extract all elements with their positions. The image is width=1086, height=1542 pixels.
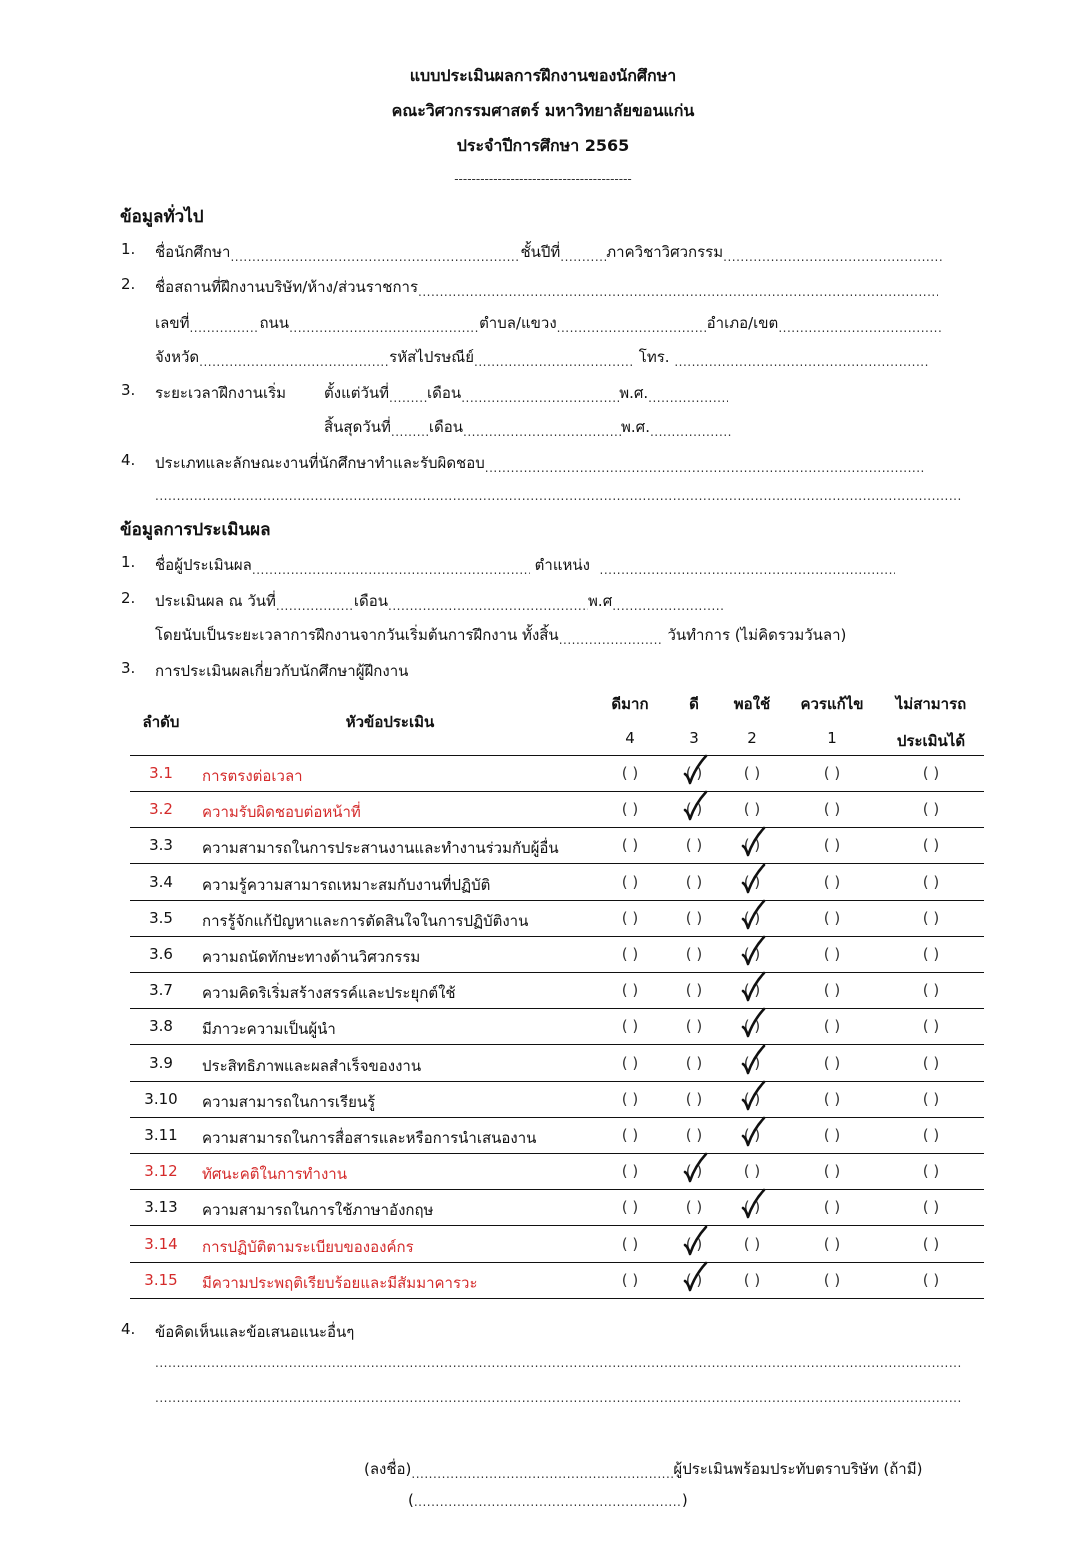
work-type-field[interactable] [485,461,925,475]
address-line-2 [155,345,929,369]
signer-name-field[interactable] [414,1495,682,1509]
rating-option[interactable]: ( ) [922,764,940,782]
evaluator-name-field[interactable] [252,563,530,577]
rating-option[interactable]: ( ) [823,1270,841,1289]
checkmark-stroke [743,865,764,892]
checkmark-icon [737,826,767,860]
checkmark-icon [737,1007,767,1041]
rating-option[interactable]: ( ) [823,800,841,819]
general-item4-number: 4. [121,451,136,469]
checkmark-stroke [743,901,764,928]
row-number: 3.12 [144,1162,178,1181]
col-no-header: ลำดับ [142,713,180,731]
rating-option[interactable]: ( ) [743,1162,761,1181]
checkmark-stroke [743,937,764,964]
subdistrict-label: ตำบล/แขวง [479,314,557,332]
table-row [130,828,984,864]
rating-option[interactable]: ( ) [922,836,940,855]
row-number: 3.10 [144,1089,178,1108]
checkmark-stroke [685,1263,706,1290]
rating-option[interactable]: ( ) [823,1017,841,1036]
period-label: ระยะเวลาฝึกงานเริ่ม [155,384,287,402]
road-field[interactable] [289,321,479,335]
district-label: อำเภอ/เขต [706,314,779,332]
row-topic: ความรู้ความสามารถเหมาะสมกับงานที่ปฏิบัติ [202,875,491,894]
rating-option[interactable]: ( ) [922,945,940,963]
address-no-field[interactable] [189,321,259,335]
rating-option[interactable]: ( ) [621,1198,639,1217]
row-number: 3.1 [149,764,173,782]
rating-option[interactable]: ( ) [685,1270,703,1289]
table-row [130,1009,984,1045]
row-topic: ความคิดริเริ่มสร้างสรรค์และประยุกต์ใช้ [202,984,456,1003]
rating-option[interactable]: ( ) [823,1053,841,1072]
table-row [130,973,984,1009]
end-month-label: เดือน [428,418,464,436]
eval-year-label: พ.ศ [588,592,613,610]
checkmark-icon [737,863,767,897]
signer-name-line [408,1491,688,1509]
checkmark-icon [679,1152,709,1186]
rating-option[interactable]: ( ) [743,1234,761,1253]
row-topic: ความสามารถในการสื่อสารและหรือการนำเสนองาน [202,1129,537,1147]
end-year-label: พ.ศ. [621,418,650,436]
evaluator-position-field[interactable] [600,563,895,577]
table-row [130,1082,984,1118]
row-topic: การรู้จักแก้ปัญหาและการตัดสินใจในการปฏิบัติงาน [202,911,529,930]
col-na-header-2: ประเมินได้ [896,732,966,750]
address-no-label: เลขที่ [155,314,190,332]
start-year-field[interactable] [648,391,728,405]
rating-option[interactable]: ( ) [621,800,639,819]
row-number: 3.9 [149,1053,173,1072]
rating-option[interactable]: ( ) [621,1162,639,1181]
rating-option[interactable]: ( ) [621,981,639,1000]
rating-option[interactable]: ( ) [743,1089,761,1108]
checkmark-stroke [685,756,706,783]
rating-option[interactable]: ( ) [823,872,841,891]
checkmark-icon [737,1080,767,1114]
rating-option[interactable]: ( ) [621,872,639,891]
rating-option[interactable]: ( ) [922,1234,940,1253]
rating-option[interactable]: ( ) [922,1053,940,1072]
eval-month-field[interactable] [388,599,588,613]
faculty-title: คณะวิศวกรรมศาสตร์ มหาวิทยาลัยขอนแก่น [391,101,695,120]
eval-date-line [155,589,724,613]
rating-option[interactable]: ( ) [922,800,940,819]
end-day-field[interactable] [391,425,429,439]
row-topic: ความรับผิดชอบต่อหน้าที่ [202,803,361,822]
rating-option[interactable]: ( ) [922,1270,940,1289]
row-number: 3.13 [144,1198,178,1217]
row-topic: การปฏิบัติตามระเบียบขององค์กร [202,1237,414,1256]
rating-option[interactable]: ( ) [743,872,761,891]
eval-item3-number: 3. [121,659,136,677]
rating-option[interactable]: ( ) [922,1089,940,1108]
workplace-field[interactable] [418,285,938,299]
rating-option[interactable]: ( ) [685,1053,703,1072]
col-good-score: 3 [689,729,699,747]
table-row [130,1263,984,1299]
eval-duration-label: โดยนับเป็นระยะเวลาการฝึกงานจากวันเริ่มต้นการฝึกงาน ทั้งสิ้น [155,626,559,644]
signature-line [364,1457,922,1481]
rating-option[interactable]: ( ) [685,764,703,782]
start-year-label: พ.ศ. [619,384,649,402]
evaluator-line [155,553,895,577]
rating-option[interactable]: ( ) [922,908,940,927]
table-row [130,1046,984,1082]
table-row [130,1154,984,1190]
signature-suffix: ผู้ประเมินพร้อมประทับตราบริษัท (ถ้ามี) [673,1460,923,1478]
col-improve-score: 1 [827,729,837,747]
eval-duration-unit: วันทำการ (ไม่คิดรวมวันลา) [667,626,847,644]
rating-option[interactable]: ( ) [621,1017,639,1036]
province-field[interactable] [199,355,389,369]
rating-option[interactable]: ( ) [621,836,639,855]
work-type-field-2[interactable] [155,489,963,503]
rating-option[interactable]: ( ) [685,1089,703,1108]
rating-option[interactable]: ( ) [621,1089,639,1108]
table-row [130,1190,984,1226]
checkmark-stroke [685,792,706,819]
end-month-field[interactable] [463,425,621,439]
rating-option[interactable]: ( ) [922,872,940,891]
eval-day-field[interactable] [276,599,354,613]
eval-duration-line [155,623,846,647]
table-row [130,901,984,937]
zip-field[interactable] [474,355,634,369]
period-start-line [324,381,728,405]
evaluation-info-heading: ข้อมูลการประเมินผล [120,520,271,540]
rating-option[interactable]: ( ) [621,908,639,927]
start-date-label: ตั้งแต่วันที่ [324,384,390,402]
rating-option[interactable]: ( ) [685,945,703,963]
general-info-heading: ข้อมูลทั่วไป [120,207,204,227]
rating-option[interactable]: ( ) [823,836,841,855]
row-number: 3.4 [149,872,173,891]
row-number: 3.7 [149,981,173,1000]
checkmark-stroke [743,1046,764,1073]
checkmark-stroke [685,1154,706,1181]
row-topic: ความถนัดทักษะทางด้านวิศวกรรม [202,948,421,966]
work-type-line-2 [155,485,963,503]
rating-option[interactable]: ( ) [823,908,841,927]
eval-month-label: เดือน [353,592,389,610]
workplace-label: ชื่อสถานที่ฝึกงานบริษัท/ห้าง/ส่วนราชการ [155,278,419,296]
rating-option[interactable]: ( ) [743,764,761,782]
col-good-header: ดี [689,695,699,713]
rating-option[interactable]: ( ) [685,1162,703,1181]
rating-option[interactable]: ( ) [823,1162,841,1181]
row-topic: ประสิทธิภาพและผลสำเร็จของงาน [202,1056,422,1075]
checkmark-icon [679,1225,709,1259]
year-level-label: ชั้นปีที่ [520,243,561,261]
rating-option[interactable]: ( ) [823,981,841,1000]
col-na-header: ไม่สามารถ [895,695,967,713]
signature-label: (ลงชื่อ) [364,1460,412,1478]
rating-option[interactable]: ( ) [685,1234,703,1253]
rating-option[interactable]: ( ) [743,1198,761,1217]
table-row [130,1227,984,1263]
comments-field-1[interactable] [155,1356,963,1370]
end-year-field[interactable] [650,425,732,439]
comments-label: ข้อคิดเห็นและข้อเสนอแนะอื่นๆ [155,1323,355,1341]
rating-option[interactable]: ( ) [743,1270,761,1289]
rating-option[interactable]: ( ) [621,1053,639,1072]
start-day-field[interactable] [389,391,427,405]
rating-option[interactable]: ( ) [685,981,703,1000]
rating-option[interactable]: ( ) [743,981,761,1000]
department-label: ภาควิชาวิศวกรรม [606,243,724,261]
checkmark-icon [737,1044,767,1078]
row-topic: ความสามารถในการประสานงานและทำงานร่วมกับผู้อื่น [202,839,559,858]
end-date-label: สิ้นสุดวันที่ [324,418,391,436]
eval-item2-number: 2. [121,589,136,607]
checkmark-icon [737,1116,767,1150]
col-excellent-header: ดีมาก [611,695,649,713]
subdistrict-field[interactable] [557,321,707,335]
checkmark-stroke [743,973,764,1000]
checkmark-icon [737,935,767,969]
eval-duration-field[interactable] [559,633,663,647]
rating-option[interactable]: ( ) [685,908,703,927]
paren-close: ) [681,1491,688,1509]
row-number: 3.8 [149,1017,173,1036]
row-topic: ความสามารถในการใช้ภาษาอังกฤษ [202,1201,434,1220]
province-label: จังหวัด [155,348,200,366]
checkmark-stroke [743,1082,764,1109]
checkmark-icon [679,754,709,788]
row-number: 3.3 [149,836,173,855]
eval-student-label: การประเมินผลเกี่ยวกับนักศึกษาผู้ฝึกงาน [155,662,409,680]
eval-year-field[interactable] [612,599,724,613]
period-end-line [324,415,732,439]
table-row [130,756,984,792]
address-line-1 [155,311,943,335]
checkmark-icon [679,1261,709,1295]
row-topic: ความสามารถในการเรียนรู้ [202,1092,376,1111]
district-field[interactable] [778,321,943,335]
rating-option[interactable]: ( ) [823,1089,841,1108]
col-excellent-score: 4 [625,729,635,747]
rating-option[interactable]: ( ) [743,908,761,927]
row-topic: การตรงต่อเวลา [202,767,303,785]
table-row [130,1118,984,1154]
checkmark-stroke [743,1118,764,1145]
checkmark-stroke [685,1227,706,1254]
rating-option[interactable]: ( ) [743,945,761,963]
rating-option[interactable]: ( ) [823,945,841,963]
checkmark-stroke [743,1190,764,1217]
row-number: 3.11 [144,1126,178,1144]
evaluator-position-label: ตำแหน่ง [534,556,590,574]
tel-label: โทร. [638,348,670,366]
eval-item1-number: 1. [121,553,136,571]
table-row [130,792,984,828]
comments-line-1 [155,1352,963,1370]
col-fair-score: 2 [747,729,757,747]
col-improve-header: ควรแก้ไข [800,695,864,713]
rating-option[interactable]: ( ) [685,1017,703,1036]
rating-option[interactable]: ( ) [743,1126,761,1144]
general-item3-number: 3. [121,381,136,399]
comments-field-2[interactable] [155,1391,963,1405]
workplace-line [155,275,938,299]
academic-year-title: ประจำปีการศึกษา 2565 [456,136,630,155]
checkmark-icon [737,971,767,1005]
student-info-line [155,240,943,264]
rating-option[interactable]: ( ) [685,1126,703,1144]
start-month-label: เดือน [427,384,462,402]
rating-option[interactable]: ( ) [823,1126,841,1144]
rating-option[interactable]: ( ) [685,836,703,855]
row-topic: มีภาวะความเป็นผู้นำ [202,1020,336,1039]
rating-option[interactable]: ( ) [685,872,703,891]
table-row [130,937,984,973]
work-type-line [155,451,925,475]
checkmark-icon [737,899,767,933]
rating-option[interactable]: ( ) [823,1198,841,1217]
rating-option[interactable]: ( ) [743,1053,761,1072]
rating-option[interactable]: ( ) [743,800,761,819]
col-fair-header: พอใช้ [733,695,771,713]
general-item1-number: 1. [121,240,136,258]
work-type-label: ประเภทและลักษณะงานที่นักศึกษาทำและรับผิดชอบ [155,454,485,472]
checkmark-stroke [743,1009,764,1036]
signature-field[interactable] [411,1467,673,1481]
comments-number: 4. [121,1320,136,1338]
eval-date-label: ประเมินผล ณ วันที่ [155,592,276,610]
header-divider: ----------------------------------------- [454,172,632,186]
rating-option[interactable]: ( ) [621,1126,639,1144]
row-number: 3.6 [149,945,173,963]
rating-option[interactable]: ( ) [922,1126,940,1144]
rating-option[interactable]: ( ) [621,945,639,963]
rating-option[interactable]: ( ) [685,800,703,819]
rating-option[interactable]: ( ) [823,1234,841,1253]
general-item2-number: 2. [121,275,136,293]
zip-label: รหัสไปรษณีย์ [389,348,474,366]
rating-option[interactable]: ( ) [922,981,940,1000]
comments-line-2 [155,1387,963,1405]
evaluator-name-label: ชื่อผู้ประเมินผล [155,556,252,574]
rating-option[interactable]: ( ) [743,836,761,855]
road-label: ถนน [259,314,290,332]
checkmark-icon [737,1188,767,1222]
table-row [130,865,984,901]
rating-option[interactable]: ( ) [922,1162,940,1181]
checkmark-stroke [743,828,764,855]
student-name-label: ชื่อนักศึกษา [155,243,231,261]
rating-option[interactable]: ( ) [621,1270,639,1289]
col-topic-header: หัวข้อประเมิน [345,713,435,731]
tel-field[interactable] [674,355,929,369]
form-title: แบบประเมินผลการฝึกงานของนักศึกษา [409,66,677,85]
year-level-field[interactable] [560,250,606,264]
row-number: 3.2 [149,800,173,819]
start-month-field[interactable] [461,391,619,405]
row-number: 3.5 [149,908,173,927]
department-field[interactable] [723,250,943,264]
rating-option[interactable]: ( ) [743,1017,761,1036]
row-number: 3.15 [144,1270,178,1289]
rating-option[interactable]: ( ) [922,1017,940,1036]
paren-open: ( [408,1491,414,1509]
checkmark-icon [679,790,709,824]
row-topic: ทัศนะคติในการทำงาน [202,1165,347,1184]
rating-option[interactable]: ( ) [922,1198,940,1217]
row-topic: มีความประพฤติเรียบร้อยและมีสัมมาคารวะ [202,1273,478,1292]
rating-option[interactable]: ( ) [621,764,639,782]
row-number: 3.14 [144,1234,178,1253]
rating-option[interactable]: ( ) [621,1234,639,1253]
student-name-field[interactable] [230,250,520,264]
rating-option[interactable]: ( ) [685,1198,703,1217]
rating-option[interactable]: ( ) [823,764,841,782]
